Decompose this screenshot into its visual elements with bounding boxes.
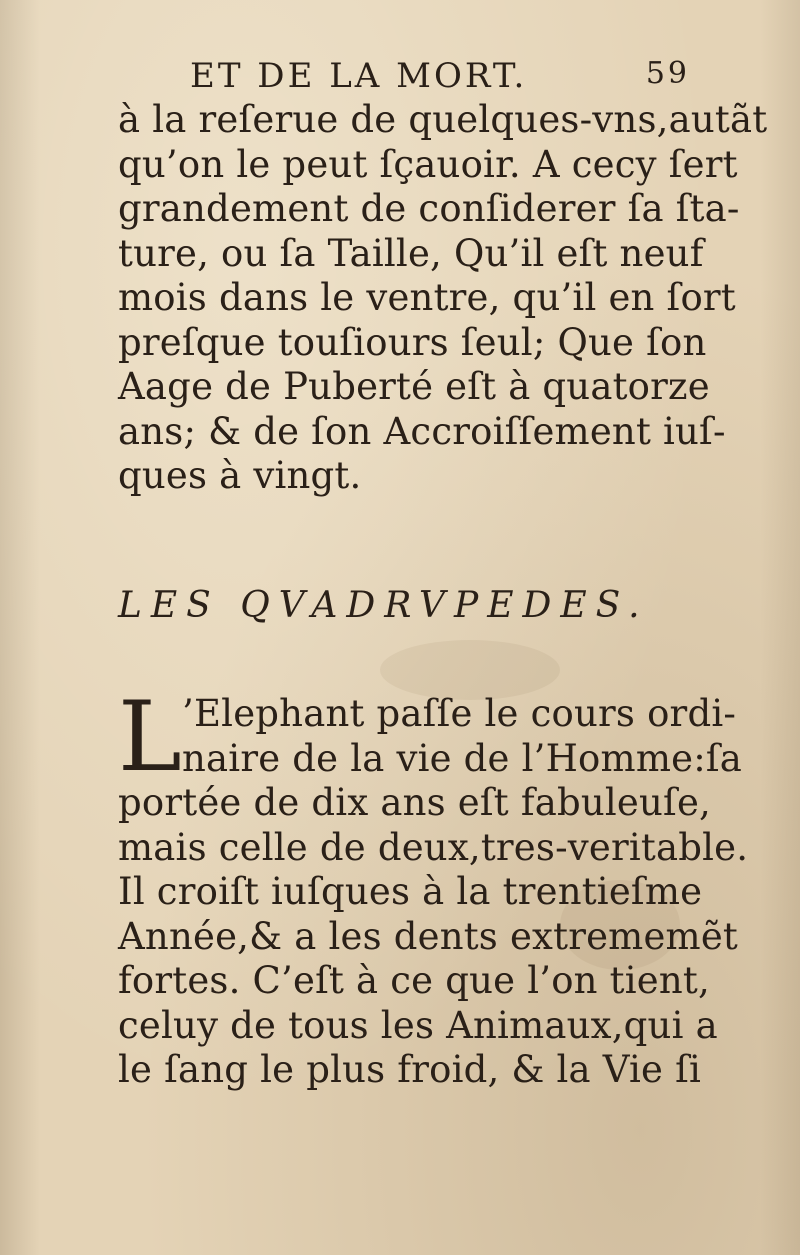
text-line: celuy de tous les Animaux,qui a (118, 1003, 718, 1047)
text-line: mois dans le ventre, qu’il en ſort (118, 276, 736, 319)
drop-cap: L (118, 681, 182, 793)
text-line: mais celle de deux,tres-veritable. (118, 825, 749, 869)
running-head-title: ET DE LA MORT. (190, 56, 528, 96)
text-line: fortes. C’eſt à ce que l’on tient, (118, 959, 710, 1002)
text-line: preſque touſiours ſeul; Que ſon (118, 320, 707, 364)
page-number: 59 (645, 56, 690, 91)
text-line: qu’on le peut ſçauoir. A cecy ſert (118, 142, 738, 186)
text-line: Aage de Puberté eſt à quatorze (118, 365, 710, 408)
text-line: grandement de conſiderer ſa ſta- (118, 187, 740, 230)
text-line: à la reſerue de quelques-vns,autãt (118, 98, 768, 141)
text-line: ans; & de ſon Accroiſſement iuſ- (118, 409, 726, 453)
text-line: naire de la vie de l’Homme:ſa (182, 736, 743, 780)
text-line: ’Elephant paſſe le cours ordi- (182, 692, 737, 735)
text-line: ques à vingt. (118, 454, 362, 497)
paper-stain (380, 640, 560, 700)
section-heading: LES QVADRVPEDES. (118, 585, 649, 626)
paragraph-1 (118, 98, 768, 499)
text-line: le ſang le plus froid, & la Vie ſi (118, 1048, 702, 1091)
text-line: portée de dix ans eſt fabuleuſe, (118, 781, 711, 824)
text-line: Année,& a les dents extrememẽt (118, 914, 739, 958)
paragraph-2 (118, 681, 749, 1093)
text-line: Il croiſt iuſques à la trentieſme (118, 870, 703, 913)
text-line: ture, ou ſa Taille, Qu’il eſt neuf (118, 231, 704, 275)
